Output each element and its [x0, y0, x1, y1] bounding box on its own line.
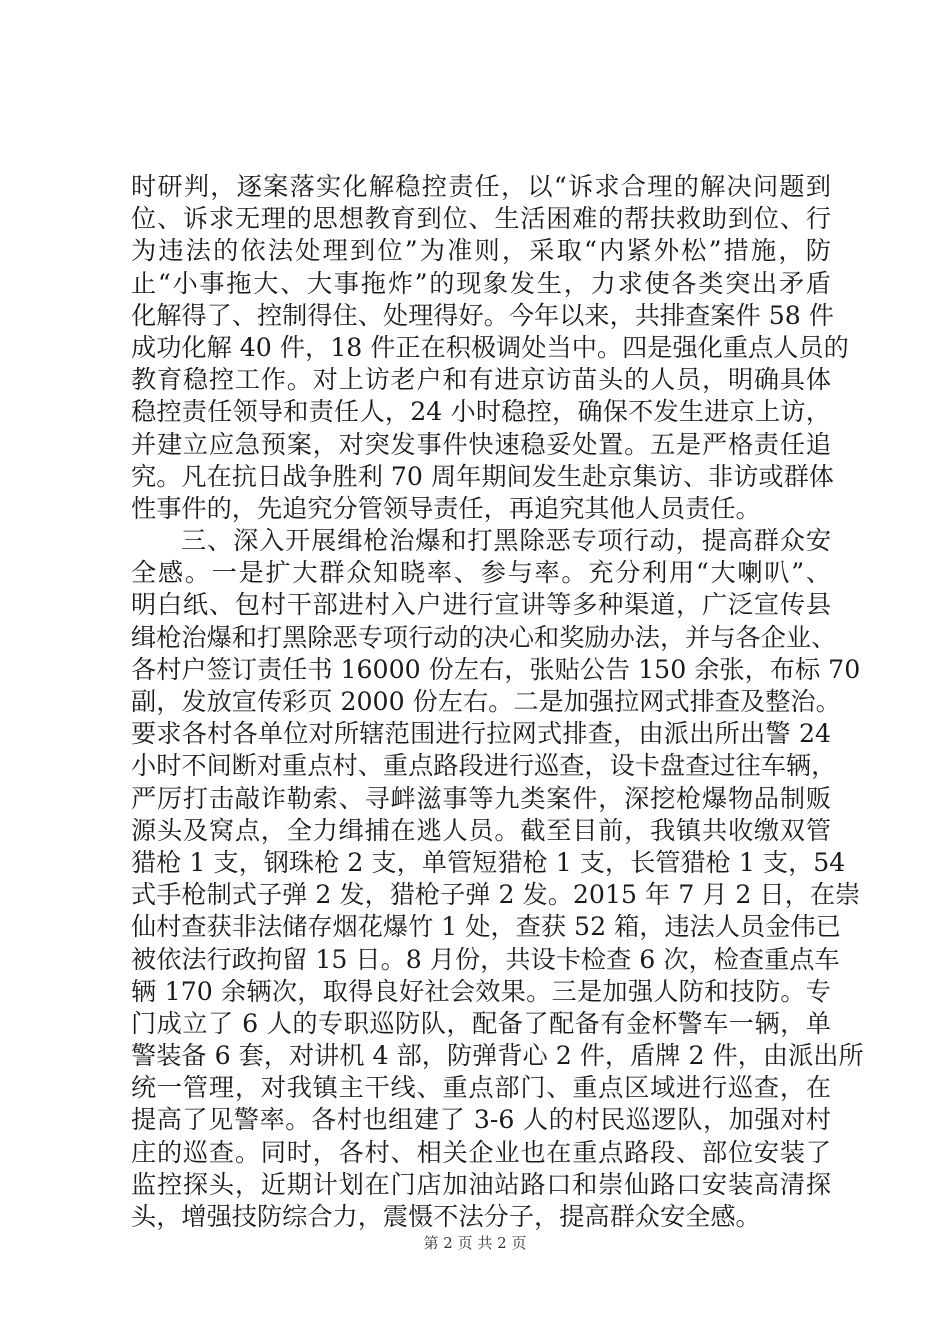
section-three-heading-line: 三、深入开展缉枪治爆和打黑除恶专项行动，提高群众安	[181, 526, 831, 556]
text-line: 统一管理，对我镇主干线、重点部门、重点区域进行巡查，在	[131, 1073, 831, 1103]
text-line: 庄的巡查。同时，各村、相关企业也在重点路段、部位安装了	[131, 1137, 831, 1167]
text-line: 门成立了 6 人的专职巡防队，配备了配备有金杯警车一辆，单	[131, 1008, 831, 1038]
text-line: 严厉打击敲诈勒索、寻衅滋事等九类案件，深挖枪爆物品制贩	[131, 783, 831, 813]
text-line: 监控探头，近期计划在门店加油站路口和崇仙路口安装高清探	[131, 1169, 831, 1199]
text-line: 教育稳控工作。对上访老户和有进京访苗头的人员，明确具体	[131, 365, 831, 395]
text-line: 止“小事拖大、大事拖炸”的现象发生，力求使各类突出矛盾	[131, 268, 831, 298]
text-line: 明白纸、包村干部进村入户进行宣讲等多种渠道，广泛宣传县	[131, 590, 831, 620]
text-line: 小时不间断对重点村、重点路段进行巡查，设卡盘查过往车辆，	[131, 751, 837, 781]
text-line: 成功化解 40 件，18 件正在积极调处当中。四是强化重点人员的	[131, 332, 849, 362]
text-line: 究。凡在抗日战争胜利 70 周年期间发生赴京集访、非访或群体	[131, 461, 834, 491]
text-line: 被依法行政拘留 15 日。8 月份，共设卡检查 6 次，检查重点车	[131, 944, 840, 974]
text-line: 辆 170 余辆次，取得良好社会效果。三是加强人防和技防。专	[131, 976, 831, 1006]
text-line: 仙村查获非法储存烟花爆竹 1 处，查获 52 箱，违法人员金伟已	[131, 912, 841, 942]
text-line: 并建立应急预案，对突发事件快速稳妥处置。五是严格责任追	[131, 429, 831, 459]
text-line: 式手枪制式子弹 2 发，猎枪子弹 2 发。2015 年 7 月 2 日，在崇	[131, 880, 861, 910]
document-body	[131, 171, 864, 1233]
text-line: 稳控责任领导和责任人，24 小时稳控，确保不发生进京上访，	[131, 397, 831, 427]
text-line-paragraph-end: 头，增强技防综合力，震慑不法分子，提高群众安全感。	[131, 1202, 761, 1231]
text-line: 缉枪治爆和打黑除恶专项行动的决心和奖励办法，并与各企业、	[131, 622, 837, 652]
page-number-footer: 第 2 页 共 2 页	[423, 1234, 527, 1252]
text-line: 副，发放宣传彩页 2000 份左右。二是加强拉网式排查及整治。	[131, 687, 841, 716]
text-line: 提高了见警率。各村也组建了 3-6 人的村民巡逻队，加强对村	[131, 1105, 831, 1135]
text-line: 全感。一是扩大群众知晓率、参与率。充分利用“大喇叭”、	[131, 558, 831, 588]
text-line: 要求各村各单位对所辖范围进行拉网式排查，由派出所出警 24	[131, 719, 831, 749]
text-line: 时研判，逐案落实化解稳控责任，以“诉求合理的解决问题到	[131, 172, 831, 201]
text-line: 化解得了、控制得住、处理得好。今年以来，共排查案件 58 件	[131, 300, 834, 330]
text-line-paragraph-end: 性事件的，先追究分管领导责任，再追究其他人员责任。	[131, 493, 761, 523]
text-line: 警装备 6 套，对讲机 4 部，防弹背心 2 件，盾牌 2 件，由派出所	[131, 1041, 864, 1071]
text-line: 为违法的依法处理到位”为准则，采取“内紧外松”措施，防	[131, 236, 831, 266]
text-line: 猎枪 1 支，钢珠枪 2 支，单管短猎枪 1 支，长管猎枪 1 支，54	[131, 847, 846, 877]
text-line: 源头及窝点，全力缉捕在逃人员。截至目前，我镇共收缴双管	[131, 815, 831, 845]
text-line: 位、诉求无理的思想教育到位、生活困难的帮扶救助到位、行	[131, 204, 831, 234]
text-line: 各村户签订责任书 16000 份左右，张贴公告 150 余张，布标 70	[131, 654, 861, 684]
